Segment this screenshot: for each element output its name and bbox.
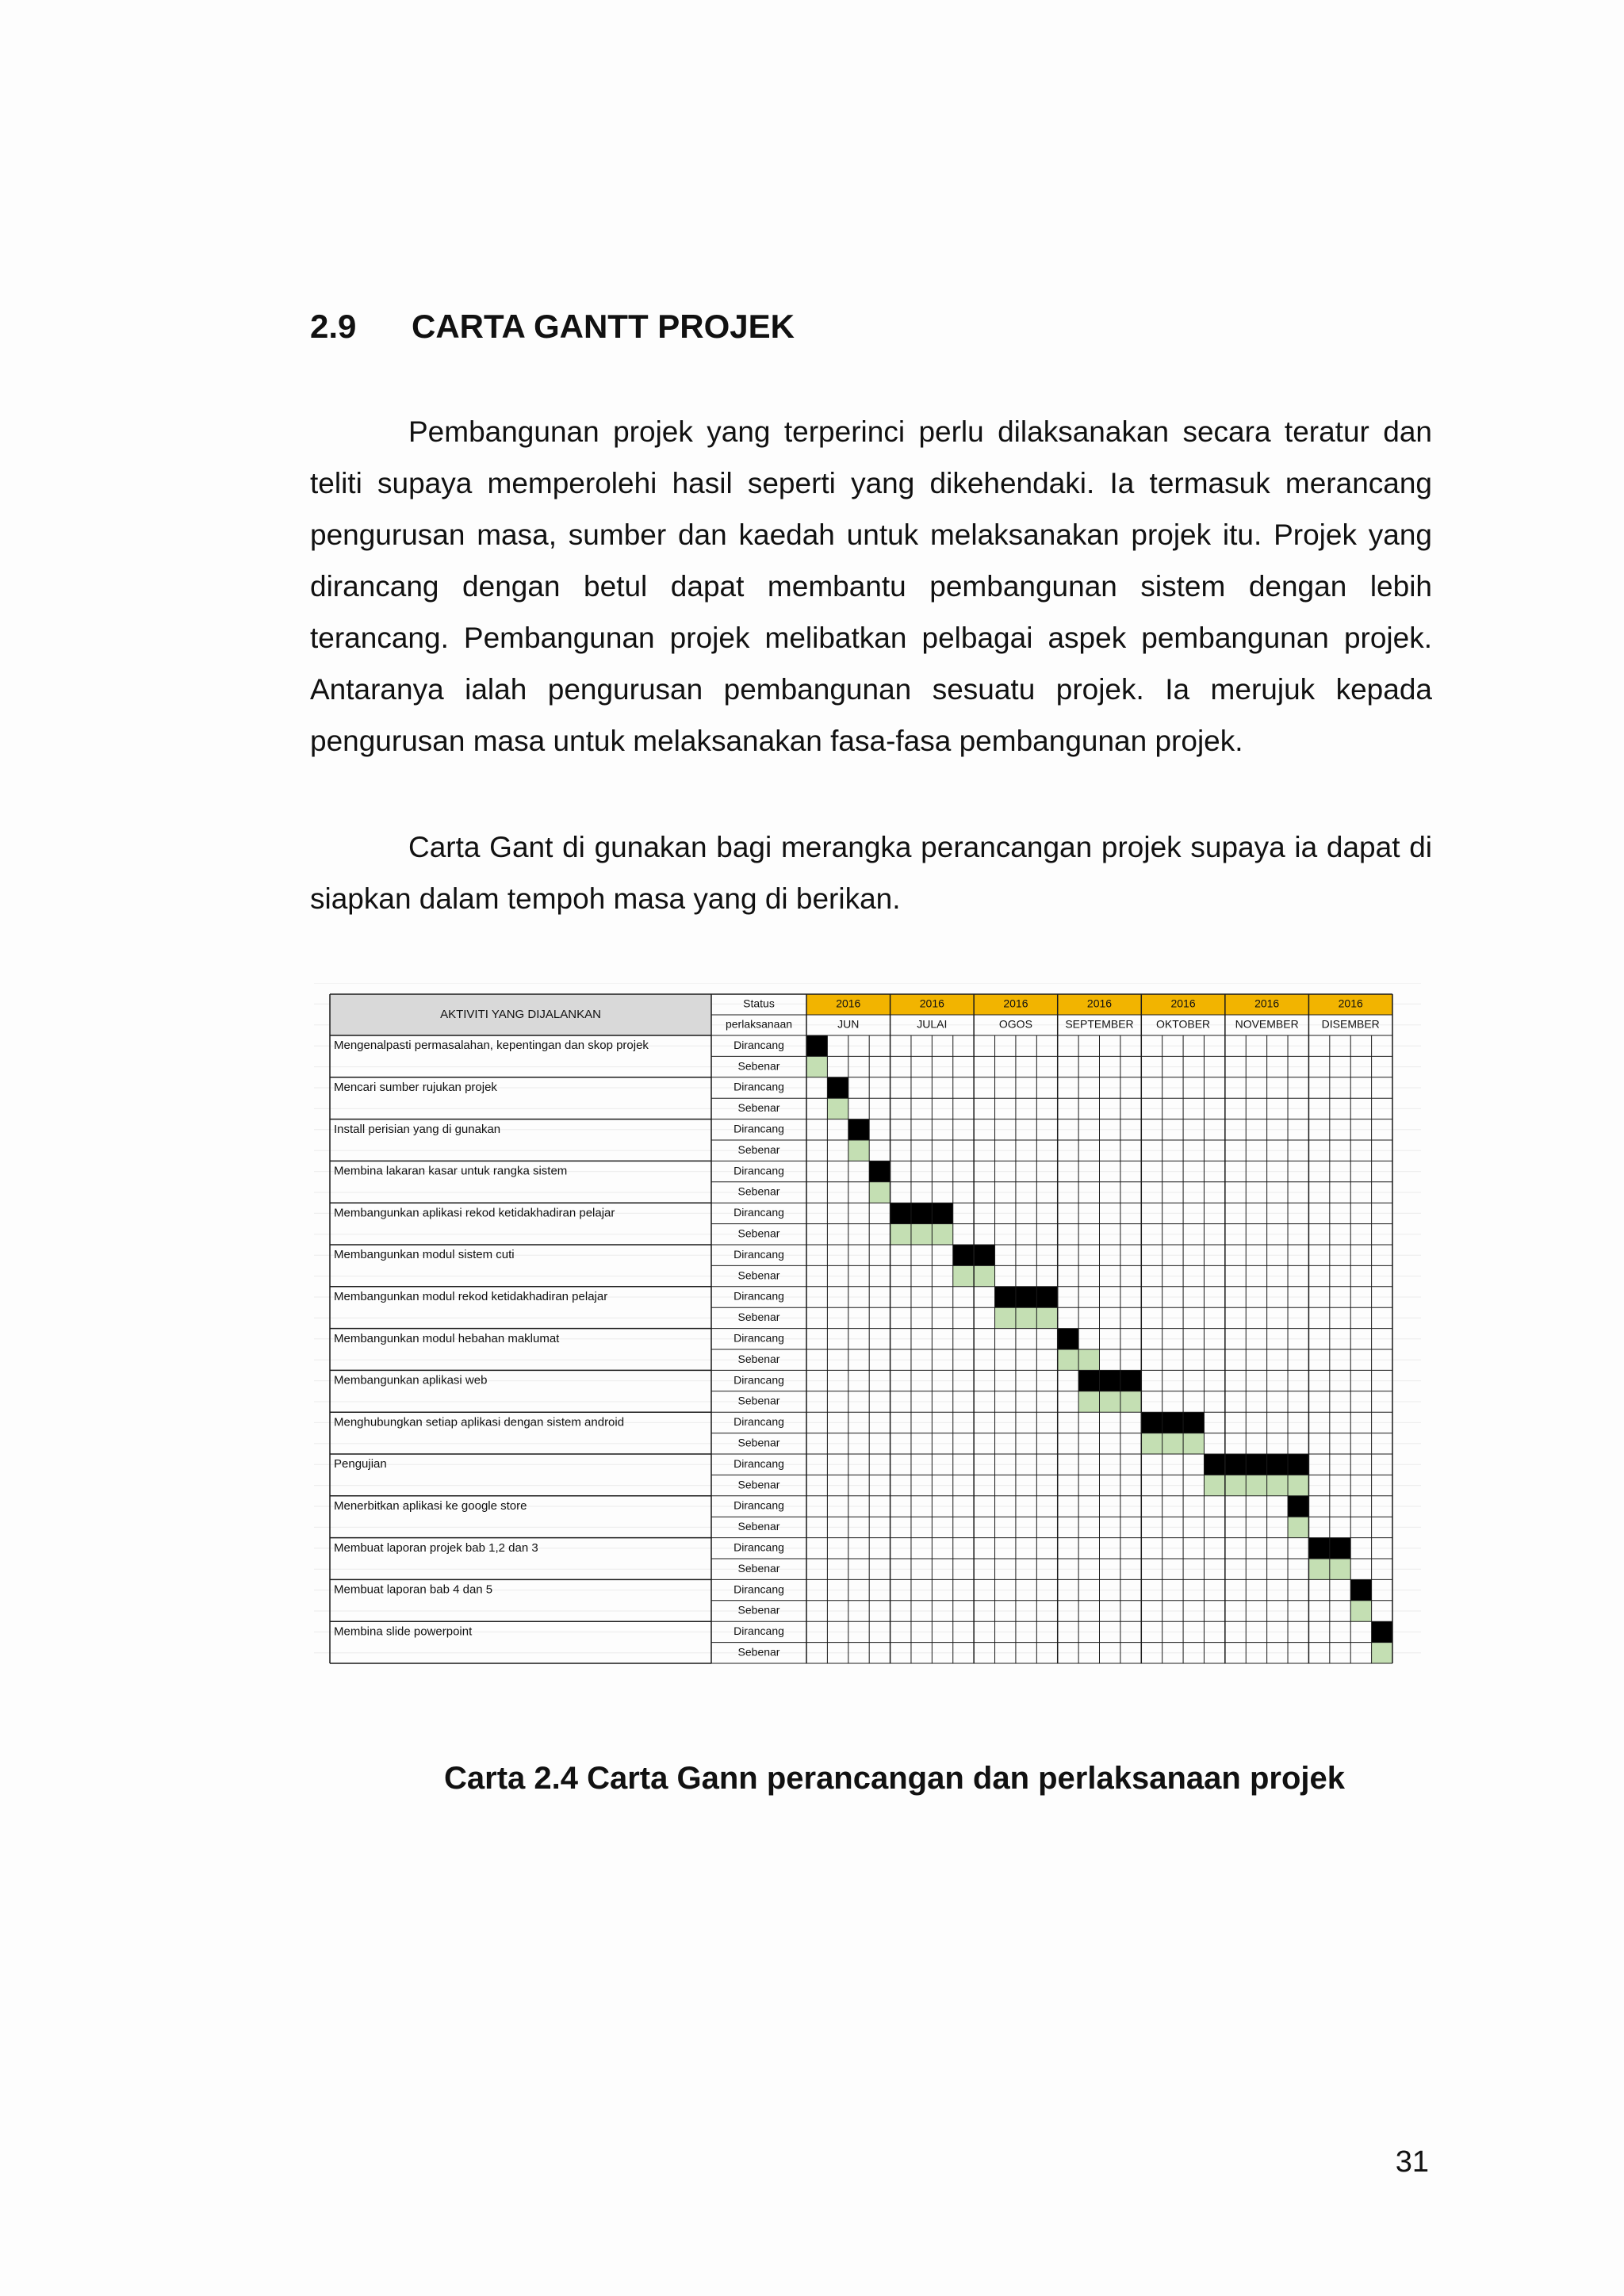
status-planned: Dirancang xyxy=(733,1247,784,1261)
activity-header: AKTIVITI YANG DIJALANKAN xyxy=(440,1007,601,1021)
activity-name: Membangunkan modul hebahan maklumat xyxy=(334,1331,560,1345)
actual-bar xyxy=(848,1140,869,1161)
page-number: 31 xyxy=(1395,2145,1429,2179)
paragraph-intro xyxy=(310,406,1432,767)
month-label: OKTOBER xyxy=(1155,1017,1211,1031)
actual-bar xyxy=(806,1056,827,1077)
status-planned: Dirancang xyxy=(733,1122,784,1135)
activity-name: Menghubungkan setiap aplikasi dengan sistem android xyxy=(334,1415,625,1429)
planned-bar xyxy=(1350,1579,1371,1600)
status-actual: Sebenar xyxy=(737,1101,780,1115)
planned-bar xyxy=(891,1203,953,1223)
activity-name: Membina slide powerpoint xyxy=(334,1624,473,1639)
actual-bar xyxy=(891,1224,953,1245)
planned-bar xyxy=(848,1119,869,1140)
status-planned: Dirancang xyxy=(733,1373,784,1387)
year-label: 2016 xyxy=(836,997,861,1010)
section-heading xyxy=(310,308,795,346)
actual-bar xyxy=(1141,1433,1204,1454)
section-number: 2.9 xyxy=(310,308,357,345)
year-label: 2016 xyxy=(1086,997,1113,1010)
status-planned: Dirancang xyxy=(733,1080,784,1093)
planned-bar xyxy=(827,1077,848,1098)
status-actual: Sebenar xyxy=(737,1520,780,1533)
status-planned: Dirancang xyxy=(733,1624,784,1638)
activity-name: Membangunkan modul sistem cuti xyxy=(334,1248,515,1262)
year-label: 2016 xyxy=(1338,997,1363,1010)
planned-bar xyxy=(1204,1454,1308,1475)
actual-bar xyxy=(995,1307,1058,1328)
status-actual: Sebenar xyxy=(737,1226,780,1240)
month-label: JULAI xyxy=(917,1017,948,1031)
gantt-chart-svg xyxy=(314,983,1421,1673)
section-title: CARTA GANTT PROJEK xyxy=(412,308,795,345)
status-actual: Sebenar xyxy=(737,1311,780,1324)
status-planned: Dirancang xyxy=(733,1498,784,1512)
status-planned: Dirancang xyxy=(733,1164,784,1177)
activity-name: Membuat laporan bab 4 dan 5 xyxy=(334,1582,493,1597)
activity-name: Membangunkan aplikasi web xyxy=(334,1373,488,1387)
status-planned: Dirancang xyxy=(733,1415,784,1429)
planned-bar xyxy=(995,1287,1058,1307)
planned-bar xyxy=(1372,1621,1392,1642)
activity-name: Mencari sumber rujukan projek xyxy=(334,1080,497,1094)
planned-bar xyxy=(1288,1496,1308,1517)
year-label: 2016 xyxy=(1254,997,1280,1010)
figure-caption: Carta 2.4 Carta Gann perancangan dan perlaksanaan projek xyxy=(444,1761,1345,1796)
status-actual: Sebenar xyxy=(737,1352,780,1365)
activity-name: Membuat laporan projek bab 1,2 dan 3 xyxy=(334,1540,538,1555)
planned-bar xyxy=(869,1161,890,1181)
status-actual: Sebenar xyxy=(737,1603,780,1617)
gantt-chart xyxy=(314,983,1421,1673)
actual-bar xyxy=(1288,1517,1308,1537)
year-label: 2016 xyxy=(1003,997,1028,1010)
status-actual: Sebenar xyxy=(737,1142,780,1156)
actual-bar xyxy=(1204,1475,1308,1495)
status-planned: Dirancang xyxy=(733,1038,784,1051)
status-actual: Sebenar xyxy=(737,1184,780,1198)
actual-bar xyxy=(869,1182,890,1203)
status-actual: Sebenar xyxy=(737,1269,780,1282)
status-actual: Sebenar xyxy=(737,1561,780,1575)
activity-name: Pengujian xyxy=(334,1457,387,1471)
status-planned: Dirancang xyxy=(733,1540,784,1554)
actual-bar xyxy=(827,1098,848,1119)
planned-bar xyxy=(1058,1329,1078,1349)
paragraph-gantt-text: Carta Gant di gunakan bagi merangka perancangan projek supaya ia dapat di siapkan dalam tempoh masa yang di berikan. xyxy=(310,831,1432,915)
status-actual: Sebenar xyxy=(737,1059,780,1073)
activity-name: Membina lakaran kasar untuk rangka sistem xyxy=(334,1164,568,1178)
planned-bar xyxy=(1078,1370,1141,1391)
activity-name: Mengenalpasti permasalahan, kepentingan dan skop projek xyxy=(334,1039,649,1053)
status-actual: Sebenar xyxy=(737,1394,780,1407)
paragraph-gantt-purpose xyxy=(310,821,1432,924)
status-actual: Sebenar xyxy=(737,1645,780,1659)
status-planned: Dirancang xyxy=(733,1289,784,1303)
activity-name: Membangunkan aplikasi rekod ketidakhadiran pelajar xyxy=(334,1206,615,1220)
year-label: 2016 xyxy=(919,997,944,1010)
planned-bar xyxy=(806,1035,827,1056)
status-planned: Dirancang xyxy=(733,1206,784,1219)
status-header-sub: perlaksanaan xyxy=(725,1017,793,1031)
month-label: SEPTEMBER xyxy=(1065,1017,1134,1031)
planned-bar xyxy=(1141,1412,1204,1433)
actual-bar xyxy=(1372,1643,1392,1663)
month-label: NOVEMBER xyxy=(1235,1017,1299,1031)
paragraph-intro-text: Pembangunan projek yang terperinci perlu dilaksanakan secara teratur dan teliti supaya memperolehi hasil seperti yang dikehendaki. Ia termasuk merancang pengurusan masa, sumber dan kaedah untuk melaksanakan projek itu. Projek yang dirancang dengan betul dapat membantu pembangunan sistem dengan lebih terancang. Pembangunan projek melibatkan pelbagai aspek pembangunan projek. Antaranya ialah pengurusan pembangunan sesuatu projek. Ia merujuk kepada pengurusan masa untuk melaksanakan fasa-fasa pembangunan projek. xyxy=(310,415,1432,757)
status-actual: Sebenar xyxy=(737,1478,780,1491)
status-planned: Dirancang xyxy=(733,1456,784,1470)
actual-bar xyxy=(1350,1601,1371,1621)
month-label: JUN xyxy=(837,1017,860,1031)
activity-name: Membangunkan modul rekod ketidakhadiran pelajar xyxy=(334,1289,608,1303)
status-planned: Dirancang xyxy=(733,1582,784,1596)
month-label: DISEMBER xyxy=(1321,1017,1380,1031)
status-actual: Sebenar xyxy=(737,1436,780,1449)
activity-name: Install perisian yang di gunakan xyxy=(334,1122,501,1136)
month-label: OGOS xyxy=(998,1017,1032,1031)
activity-name: Menerbitkan aplikasi ke google store xyxy=(334,1498,527,1513)
actual-bar xyxy=(1078,1391,1141,1412)
year-label: 2016 xyxy=(1170,997,1196,1010)
status-planned: Dirancang xyxy=(733,1331,784,1345)
status-header: Status xyxy=(743,997,775,1010)
